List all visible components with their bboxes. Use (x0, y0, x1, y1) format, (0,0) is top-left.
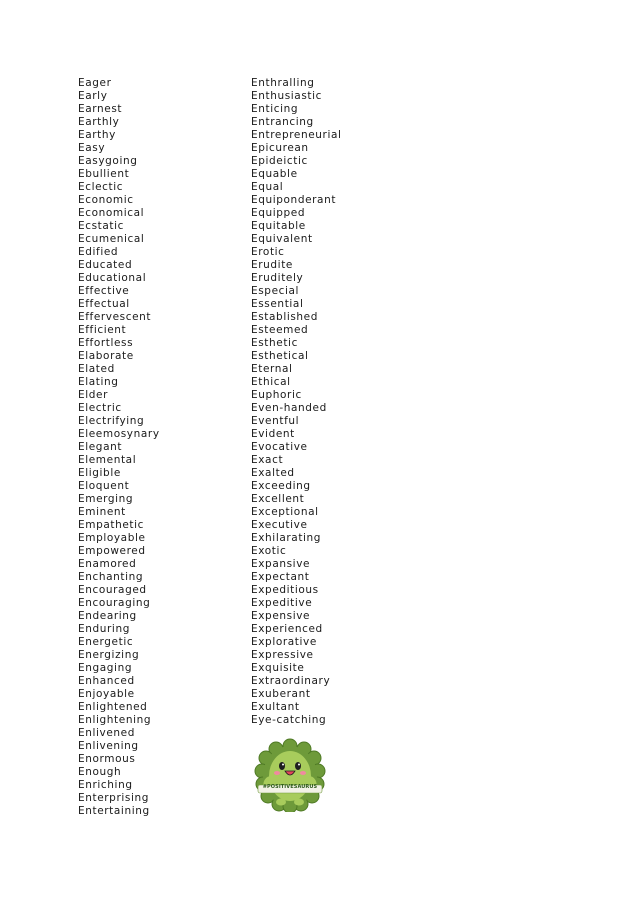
word-item: Earthy (78, 129, 116, 141)
word-column-right (251, 77, 342, 727)
word-item: Empowered (78, 545, 146, 557)
word-item: Economical (78, 207, 145, 219)
word-item: Equivalent (251, 233, 313, 245)
word-item: Effectual (78, 298, 130, 310)
word-item: Entrancing (251, 116, 314, 128)
word-item: Epideictic (251, 155, 308, 167)
word-column-left (78, 77, 160, 818)
word-item: Effortless (78, 337, 134, 349)
word-item: Eruditely (251, 272, 304, 284)
word-item: Empathetic (78, 519, 145, 531)
word-item: Elegant (78, 441, 123, 453)
word-item: Easygoing (78, 155, 138, 167)
word-item: Expansive (251, 558, 311, 570)
word-item: Eminent (78, 506, 126, 518)
word-item: Executive (251, 519, 308, 531)
word-item: Eye-catching (251, 714, 327, 726)
word-item: Endearing (78, 610, 137, 622)
word-item: Evocative (251, 441, 308, 453)
word-item: Enlightening (78, 714, 152, 726)
word-item: Elder (78, 389, 108, 401)
word-item: Enlivening (78, 740, 139, 752)
word-item: Euphoric (251, 389, 302, 401)
word-item: Exultant (251, 701, 300, 713)
word-item: Experienced (251, 623, 323, 635)
word-item: Expeditious (251, 584, 319, 596)
word-item: Economic (78, 194, 134, 206)
word-item: Enlightened (78, 701, 148, 713)
word-item: Eager (78, 77, 112, 89)
word-item: Esthetic (251, 337, 298, 349)
word-item: Ebullient (78, 168, 130, 180)
word-item: Educated (78, 259, 133, 271)
word-item: Earnest (78, 103, 123, 115)
word-item: Exceptional (251, 506, 319, 518)
word-item: Expressive (251, 649, 314, 661)
word-item: Equal (251, 181, 284, 193)
word-item: Effective (78, 285, 130, 297)
word-item: Excellent (251, 493, 305, 505)
word-item: Efficient (78, 324, 127, 336)
word-item: Eclectic (78, 181, 124, 193)
word-item: Exhilarating (251, 532, 322, 544)
word-item: Entertaining (78, 805, 150, 817)
word-item: Expeditive (251, 597, 313, 609)
word-item: Exalted (251, 467, 295, 479)
word-item: Eventful (251, 415, 300, 427)
word-item: Electrifying (78, 415, 145, 427)
word-item: Energetic (78, 636, 134, 648)
word-item: Enough (78, 766, 122, 778)
word-item: Enthralling (251, 77, 315, 89)
word-item: Enhanced (78, 675, 135, 687)
word-item: Easy (78, 142, 106, 154)
mascot-hashtag: #POSITIVESAURUS (262, 784, 318, 790)
word-item: Equable (251, 168, 298, 180)
word-item: Exuberant (251, 688, 311, 700)
word-item: Energizing (78, 649, 140, 661)
word-item: Esthetical (251, 350, 309, 362)
word-item: Enticing (251, 103, 299, 115)
word-item: Esteemed (251, 324, 309, 336)
word-item: Enjoyable (78, 688, 135, 700)
word-item: Eleemosynary (78, 428, 160, 440)
word-item: Enthusiastic (251, 90, 323, 102)
word-item: Exact (251, 454, 284, 466)
word-item: Especial (251, 285, 300, 297)
word-item: Erudite (251, 259, 293, 271)
word-item: Engaging (78, 662, 133, 674)
word-item: Elating (78, 376, 119, 388)
word-item: Effervescent (78, 311, 152, 323)
word-item: Equipped (251, 207, 306, 219)
word-item: Enamored (78, 558, 137, 570)
word-item: Encouraging (78, 597, 151, 609)
word-item: Elated (78, 363, 115, 375)
word-item: Eternal (251, 363, 293, 375)
word-item: Employable (78, 532, 146, 544)
word-item: Ecstatic (78, 220, 125, 232)
word-item: Educational (78, 272, 147, 284)
word-item: Emerging (78, 493, 134, 505)
word-item: Evident (251, 428, 295, 440)
turtle-mascot-icon (254, 738, 326, 812)
word-item: Exotic (251, 545, 287, 557)
word-item: Eligible (78, 467, 121, 479)
word-item: Elemental (78, 454, 137, 466)
word-item: Earthly (78, 116, 120, 128)
word-item: Equitable (251, 220, 306, 232)
word-item: Enormous (78, 753, 136, 765)
word-item: Even-handed (251, 402, 327, 414)
word-item: Elaborate (78, 350, 134, 362)
word-item: Expensive (251, 610, 311, 622)
word-item: Entrepreneurial (251, 129, 342, 141)
word-item: Encouraged (78, 584, 147, 596)
word-item: Epicurean (251, 142, 309, 154)
word-item: Ethical (251, 376, 291, 388)
word-item: Essential (251, 298, 304, 310)
word-item: Enlivened (78, 727, 135, 739)
word-item: Explorative (251, 636, 317, 648)
word-item: Exquisite (251, 662, 305, 674)
word-item: Equiponderant (251, 194, 337, 206)
word-item: Exceeding (251, 480, 311, 492)
word-item: Enterprising (78, 792, 149, 804)
word-item: Early (78, 90, 108, 102)
word-item: Erotic (251, 246, 285, 258)
word-item: Established (251, 311, 319, 323)
positivesaurus-mascot (254, 738, 326, 812)
word-item: Enchanting (78, 571, 144, 583)
word-item: Ecumenical (78, 233, 145, 245)
word-item: Enduring (78, 623, 130, 635)
word-item: Enriching (78, 779, 133, 791)
word-item: Extraordinary (251, 675, 331, 687)
word-item: Edified (78, 246, 119, 258)
word-item: Electric (78, 402, 122, 414)
word-item: Eloquent (78, 480, 130, 492)
word-item: Expectant (251, 571, 310, 583)
